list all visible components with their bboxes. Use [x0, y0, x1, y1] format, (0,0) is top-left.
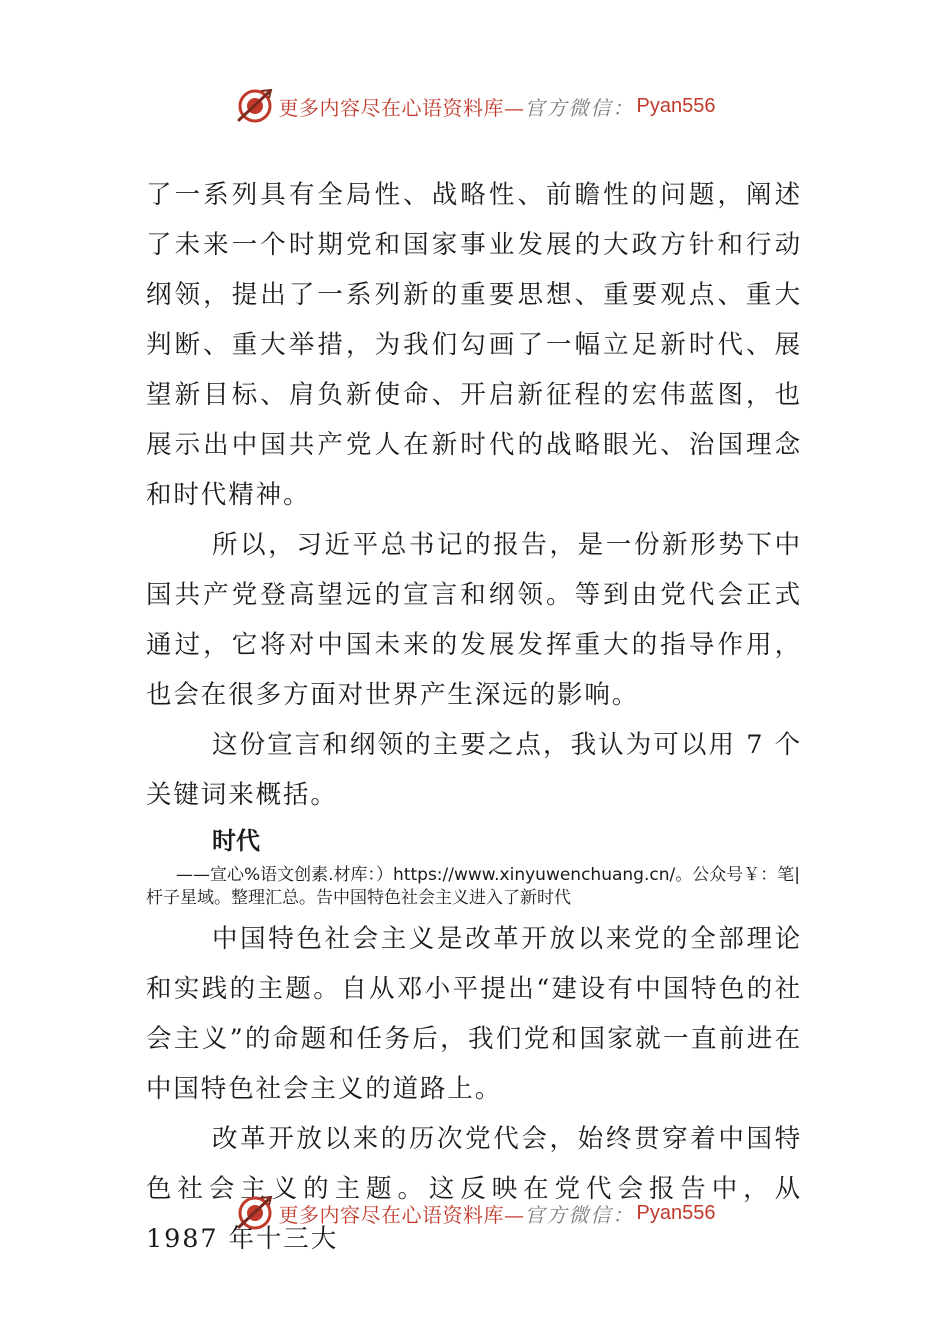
document-body: [146, 170, 802, 1264]
paragraph: 所以，习近平总书记的报告，是一份新形势下中国共产党登高望远的宣言和纲领。等到由党代会正式通过，它将对中国未来的发展发挥重大的指导作用，也会在很多方面对世界产生深远的影响。: [146, 530, 802, 710]
banner-text: 更多内容尽在心语资料库—: [278, 1202, 525, 1227]
banner-wechat-id: Pyan556: [636, 94, 716, 117]
banner-wechat-label: 官方微信：: [524, 1202, 635, 1227]
paragraph: 中国特色社会主义是改革开放以来党的全部理论和实践的主题。自从邓小平提出“建设有中国特色的社会主义”的命题和任务后，我们党和国家就一直前进在中国特色社会主义的道路上。: [146, 924, 802, 1104]
banner-wechat-id: Pyan556: [636, 1201, 716, 1224]
paragraph: 这份宣言和纲领的主要之点，我认为可以用 7 个关键词来概括。: [146, 730, 802, 810]
banner-wechat-label: 官方微信：: [524, 95, 635, 120]
section-heading: 时代: [212, 827, 260, 855]
paragraph: 了一系列具有全局性、战略性、前瞻性的问题，阐述了未来一个时期党和国家事业发展的大政方针和行动纲领，提出了一系列新的重要思想、重要观点、重大判断、重大举措，为我们勾画了一幅立足新时代、展望新目标、肩负新使命、开启新征程的宏伟蓝图，也展示出中国共产党人在新时代的战略眼光、治国理念和时代精神。: [146, 180, 802, 510]
logo-icon: [235, 1193, 275, 1233]
banner-text: 更多内容尽在心语资料库—: [278, 95, 525, 120]
footer-banner: [0, 1191, 950, 1235]
header-banner: [0, 84, 950, 128]
logo-icon: [235, 86, 275, 126]
paragraph: 改革开放以来的历次党代会，始终贯穿着中国特色社会主义的主题。这反映在党代会报告中，从 1987 年十三大: [146, 1124, 802, 1254]
watermark-note: ——宣心%语文创素.材库：）https://www.xinyuwenchuang.cn/。公众号￥：笔|杆子星域。整理汇总。告中国特色社会主义进入了新时代: [146, 865, 800, 908]
